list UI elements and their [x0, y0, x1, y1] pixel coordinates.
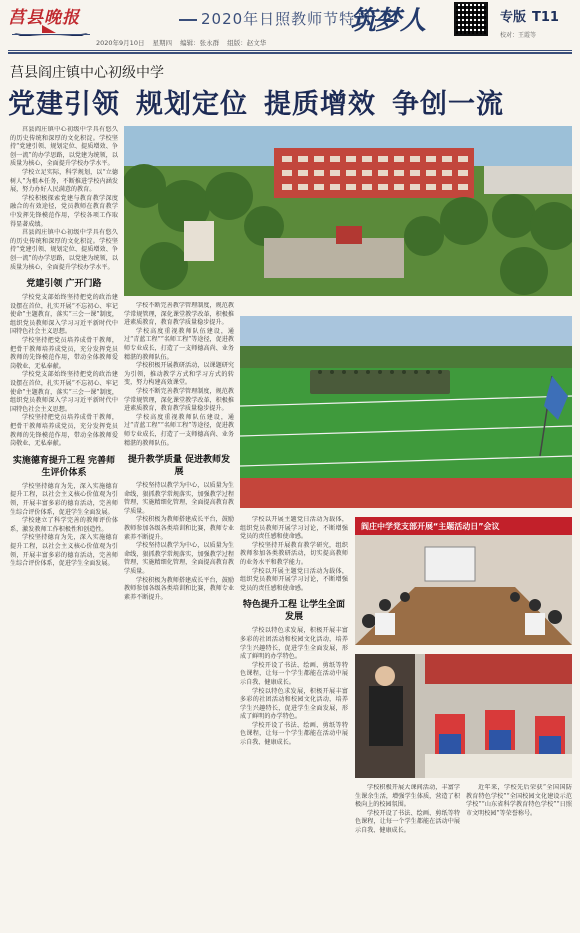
- paragraph: 学校开设了书法、绘画、剪纸等特色课程，让每一个学生都能在活动中展示自我、健康成长。: [355, 809, 460, 834]
- masthead-divider-thick: [8, 52, 572, 54]
- paragraph: 学校积极为教师搭建成长平台，鼓励教师参加各级各类培训和比赛，教师专业素养不断提升。: [124, 576, 234, 601]
- boat-logo-icon: [12, 23, 90, 37]
- paragraph: 学校以开展主题党日活动为载体，组织党员教师开展学习讨论，不断增强党员的责任感和使命感。: [240, 516, 348, 541]
- headline-word-2: 规划定位: [136, 89, 248, 120]
- headline-word-4: 争创一流: [392, 89, 504, 120]
- issue-date: 2020年9月10日: [96, 39, 145, 47]
- edition-box: [500, 6, 559, 25]
- paragraph: 学校高度重视教师队伍建设，通过“青蓝工程”“名师工程”等途径，促进教师专业成长，打造了一支师德高尚、业务精湛的教师队伍。: [124, 327, 234, 361]
- subheading-party-leadership: 党建引领 广开门路: [26, 279, 102, 290]
- paragraph: 学校党支部始终坚持把党的政治建设摆在首位，扎实开展“不忘初心、牢记使命”主题教育，落实“三会一课”制度，组织党员教师深入学习习近平新时代中国特色社会主义思想。: [10, 294, 118, 336]
- meeting-banner-text: 阎庄中学党支部开展“主题活动日”会议: [361, 522, 500, 531]
- designer-credit: 组版：赵文华: [227, 39, 267, 47]
- masthead-divider: [8, 50, 572, 51]
- paragraph: 莒县阎庄镇中心初级中学具有悠久的历史传统和深厚的文化积淀。学校坚持“党建引领、规划定位、提质增效、争创一流”的办学思路，以党建为统领，以质量为核心，全面提升学校办学水平。: [10, 229, 118, 271]
- paragraph: 学校建立了科学完善的教师评价体系，激发教师工作积极性和创造性。: [10, 517, 118, 533]
- paragraph: 学校坚持把党员培养成骨干教师，把骨干教师培养成党员，充分发挥党员教师的先锋模范作用，带动全体教师爱岗敬业、无私奉献。: [10, 414, 118, 448]
- paragraph: 近年来，学校先后荣获“全国国防教育特色学校”“全国校园文化建设示范学校”“山东省科学教育特色学校”“日照市文明校园”等荣誉称号。: [466, 784, 572, 817]
- paragraph: 学校以开展主题党日活动为载体，组织党员教师开展学习讨论，不断增强党员的责任感和使命感。: [240, 567, 348, 592]
- paragraph: 学校积极探索党建与教育教学深度融合的有效途径，党员教师在教育教学中发挥先锋模范作用，学校各项工作取得显著成绩。: [10, 194, 118, 228]
- newspaper-logo: [6, 3, 92, 35]
- paragraph: 学校积极开展大课间活动，丰富学生课余生活，增强学生体质，营造了积极向上的校园氛围。: [355, 784, 460, 809]
- paragraph: 学校坚持德育为先，深入实施德育提升工程，以社会主义核心价值观为引领，开展丰富多彩的德育活动，完善师生综合评价体系，促进学生全面发展。: [10, 482, 118, 516]
- subheading-teaching-quality: 提升教学质量 促进教师发展: [127, 455, 231, 478]
- qr-code-icon: [454, 2, 488, 36]
- article-column-1: [10, 126, 118, 926]
- headline-word-1: 党建引领: [8, 89, 120, 120]
- paragraph: 学校以特色求发展，积极开展丰富多彩的社团活动和校园文化活动，培养学生兴趣特长，促进学生全面发展，形成了鲜明的办学特色。: [240, 627, 348, 661]
- paragraph: 学校坚持开展教育教学研究，组织教师参加各类教研活动，切实提高教师的业务水平和教学能力。: [240, 541, 348, 566]
- paragraph: 学校开设了书法、绘画、剪纸等特色课程，让每一个学生都能在活动中展示自我、健康成长。: [240, 721, 348, 747]
- paragraph: 学校以特色求发展，积极开展丰富多彩的社团活动和校园文化活动，培养学生兴趣特长，促进学生全面发展，形成了鲜明的办学特色。: [240, 687, 348, 721]
- paragraph: 学校坚持以教学为中心，以质量为生命线，狠抓教学常规落实，加强教学过程管理，实施精细化管理，全面提高教育教学质量。: [124, 542, 234, 576]
- date-row: [96, 38, 272, 47]
- paragraph: 学校不断完善教学管理制度，规范教学常规管理，深化课堂教学改革，积极推进素质教育，教育教学质量稳步提升。: [124, 302, 234, 327]
- paragraph: 学校坚持把党员培养成骨干教师，把骨干教师培养成党员，充分发挥党员教师的先锋模范作用，带动全体教师爱岗敬业、无私奉献。: [10, 337, 118, 370]
- paragraph: 学校不断完善教学管理制度，规范教学常规管理，深化课堂教学改革，积极推进素质教育，教育教学质量稳步提升。: [124, 387, 234, 413]
- paragraph: 学校积极为教师搭建成长平台，鼓励教师参加各级各类培训和比赛，教师专业素养不断提升。: [124, 516, 234, 541]
- headline-word-3: 提质增效: [264, 89, 376, 120]
- special-issue-title: 2020年日照教师节特刊: [175, 8, 397, 29]
- subheading-special-features: 特色提升工程 让学生全面发展: [242, 600, 346, 623]
- paragraph: 学校坚持以教学为中心，以质量为生命线，狠抓教学常规落实，加强教学过程管理，实施精细化管理，全面提高教育教学质量。: [124, 482, 234, 515]
- edition-label: 专版: [500, 10, 527, 25]
- photo-school-campus: [124, 126, 572, 296]
- photo-sports-field-parade: [240, 316, 572, 508]
- paragraph: 学校开设了书法、绘画、剪纸等特色课程，让每一个学生都能在活动中展示自我、健康成长。: [240, 661, 348, 686]
- photo-party-meeting: [355, 517, 572, 645]
- subheading-moral-education: 实施德育提升工程 完善师生评价体系: [12, 455, 116, 478]
- article-column-2: [124, 302, 234, 926]
- paragraph: 学校高度重视教师队伍建设，通过“青蓝工程”“名师工程”等途径，促进教师专业成长，打造了一支师德高尚、业务精湛的教师队伍。: [124, 413, 234, 447]
- paragraph: 莒县阎庄镇中心初级中学具有悠久的历史传统和深厚的文化积淀。学校坚持“党建引领、规划定位、提质增效、争创一流”的办学思路，以党建为统领，以质量为核心，全面提升学校办学水平。: [10, 126, 118, 168]
- page-headline: [8, 82, 520, 121]
- article-column-4b: [466, 784, 572, 926]
- photo-art-class: [355, 654, 572, 778]
- issue-weekday: 星期四: [152, 39, 173, 47]
- paragraph: 学校积极开展教研活动，以课题研究为引领，推动教学方式和学习方式的转变，努力构建高效课堂。: [124, 362, 234, 387]
- logo-text: 莒县晚报: [8, 8, 80, 28]
- paragraph: 学校立足实际，科学规划，以“立德树人”为根本任务，不断推进学校内涵发展，努力办好人民满意的教育。: [10, 168, 118, 194]
- article-column-3: [240, 516, 348, 926]
- school-name: 莒县阎庄镇中心初级中学: [10, 65, 164, 81]
- article-column-4a: [355, 784, 460, 926]
- edition-number: T11: [532, 10, 559, 25]
- masthead: [0, 0, 580, 47]
- paragraph: 学校党支部始终坚持把党的政治建设摆在首位，扎实开展“不忘初心、牢记使命”主题教育，落实“三会一课”制度，组织党员教师深入学习习近平新时代中国特色社会主义思想。: [10, 371, 118, 413]
- editor-credit: 编辑：张永群: [180, 39, 220, 47]
- paragraph: 学校坚持德育为先，深入实施德育提升工程，以社会主义核心价值观为引领，开展丰富多彩的德育活动，完善师生综合评价体系，促进学生全面发展。: [10, 534, 118, 568]
- proofreader-credit: 校对：王霞等: [500, 32, 537, 39]
- calligraphy-title: 筑梦人: [350, 6, 426, 36]
